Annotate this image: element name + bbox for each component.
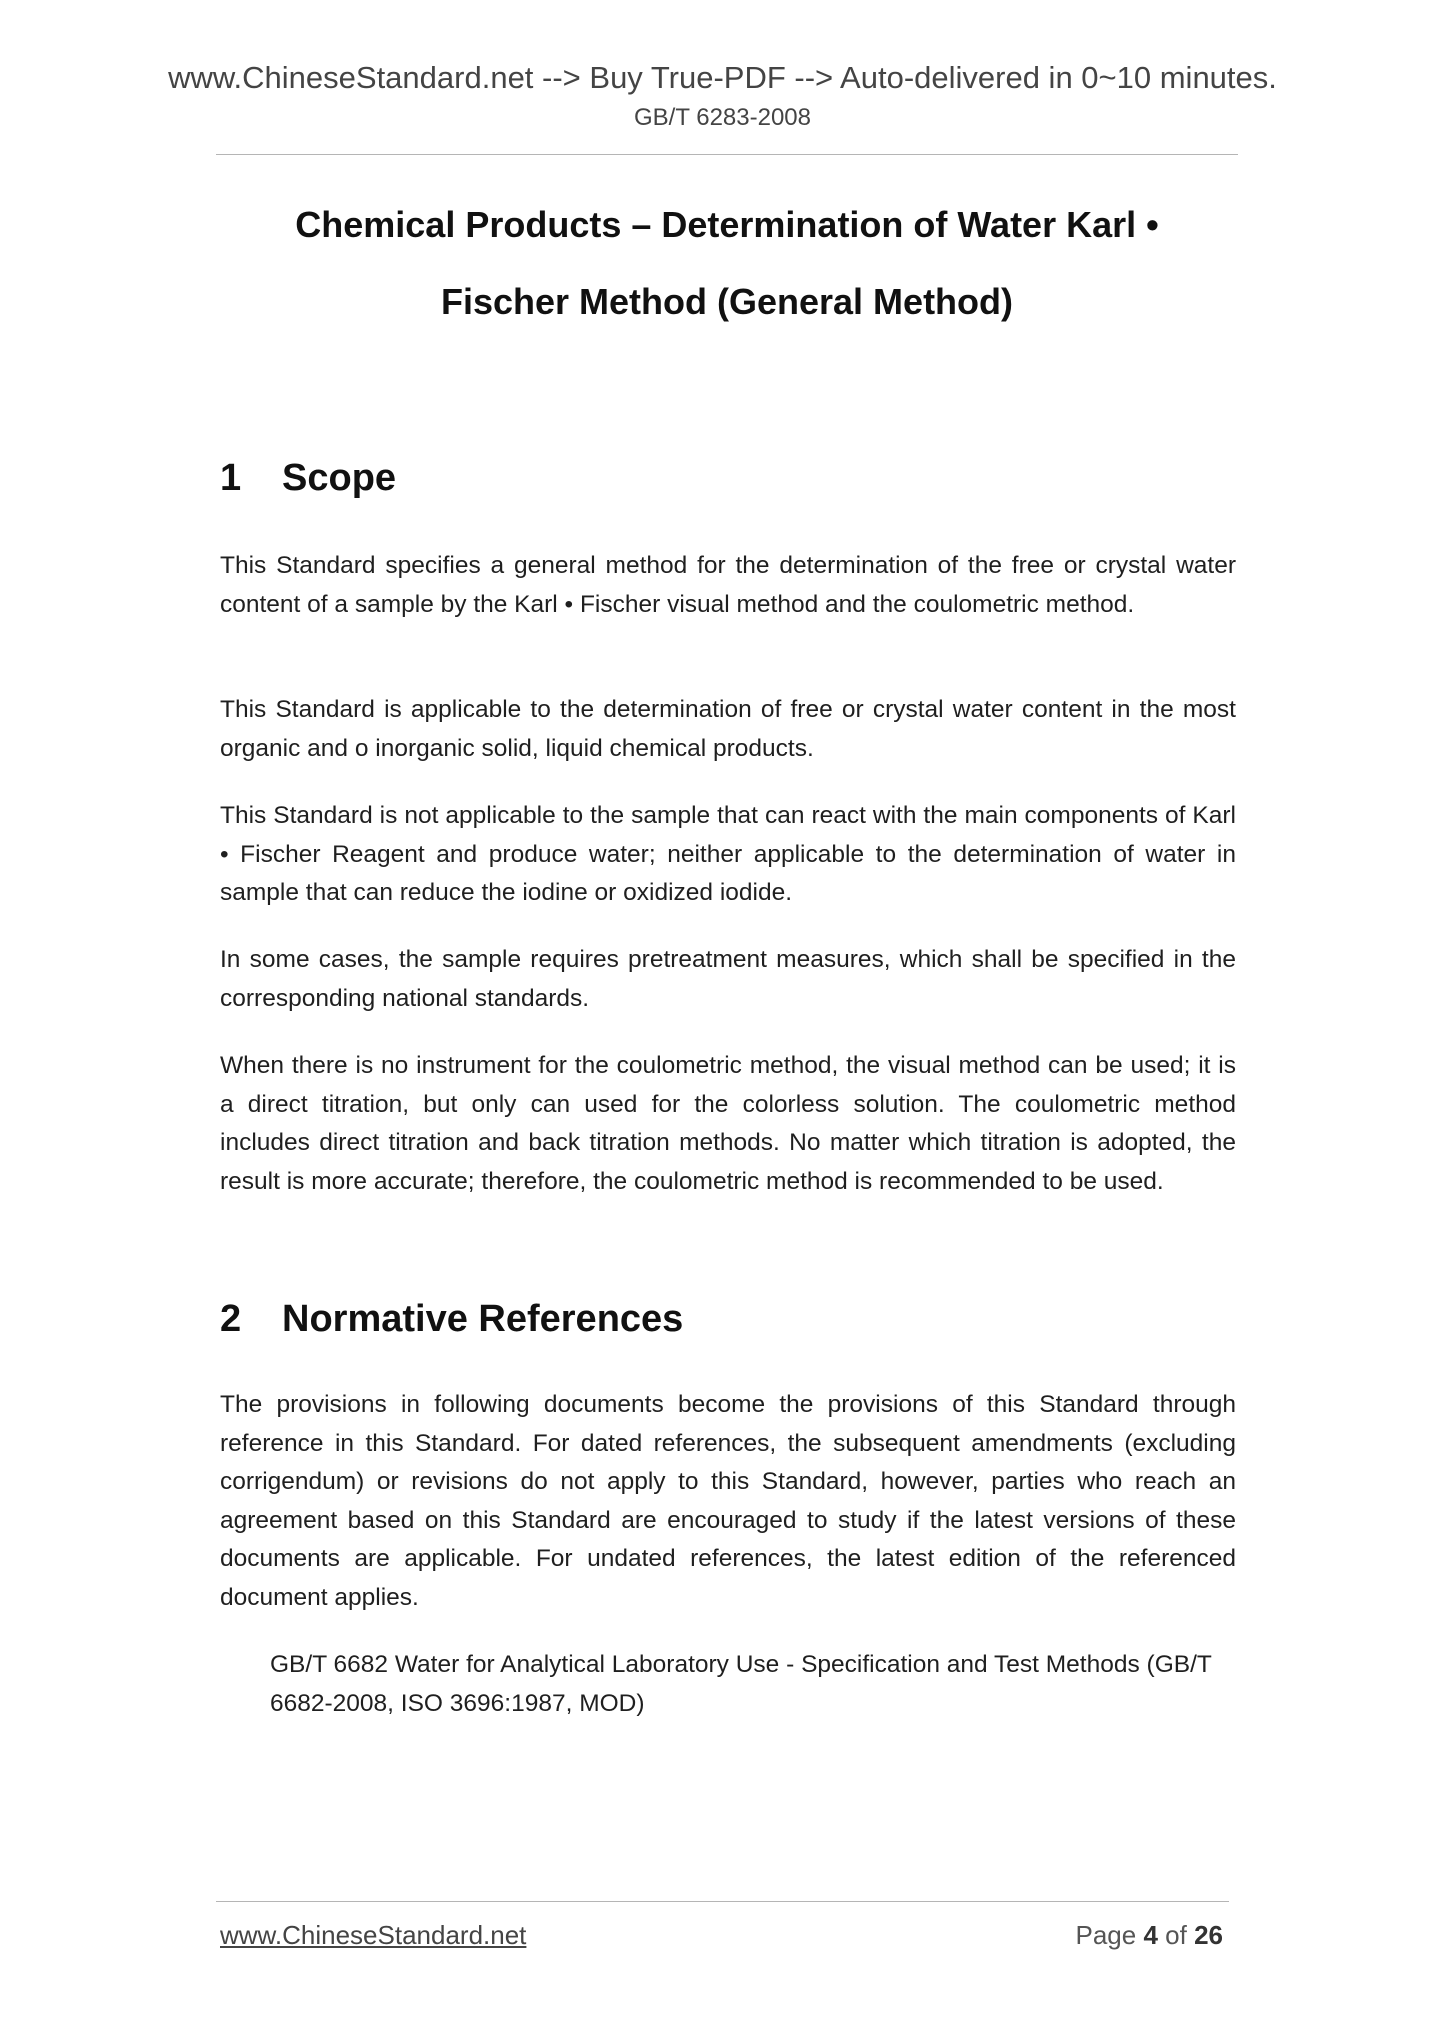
scope-paragraph-4: In some cases, the sample requires pretreatment measures, which shall be specified in the corresponding national standards.: [220, 946, 1236, 1012]
title-line-1: Chemical Products – Determination of Water Karl •: [295, 204, 1159, 245]
page-label: Page: [1075, 1920, 1137, 1950]
document-title: [216, 186, 1238, 340]
page-current: 4: [1143, 1920, 1158, 1950]
scope-paragraph-2: This Standard is applicable to the determination of free or crystal water content in the most organic and o inorganic solid, liquid chemical products.: [220, 696, 1236, 762]
scope-paragraph-1: This Standard specifies a general method for the determination of the free or crystal water content of a sample by the Karl • Fischer visual method and the coulometric method.: [220, 552, 1236, 618]
header-divider: [216, 154, 1238, 155]
scope-paragraph-5: When there is no instrument for the coulometric method, the visual method can be used; it is a direct titration, but only can used for the colorless solution. The coulometric method includes direct titration and back titration methods. No matter which titration is adopted, the result is more accurate; therefore, the coulometric method is recommended to be used.: [220, 1052, 1236, 1195]
section-heading-normative-references: [220, 1297, 683, 1341]
section-title: Normative References: [282, 1298, 684, 1340]
title-line-2: Fischer Method (General Method): [440, 281, 1014, 322]
footer-site-link[interactable]: www.ChineseStandard.net: [220, 1920, 527, 1950]
page-of: of: [1165, 1920, 1187, 1950]
page-number: [1075, 1920, 1223, 1950]
section-number: 2: [220, 1298, 242, 1340]
references-paragraph-1: The provisions in following documents become the provisions of this Standard through reference in this Standard. For dated references, the subsequent amendments (excluding corrigendum) or revisions do not apply to this Standard, however, parties who reach an agreement based on this Standard are encouraged to study if the latest versions of these documents are applicable. For undated references, the latest edition of the referenced document applies.: [220, 1391, 1236, 1611]
section-number: 1: [220, 457, 242, 499]
standard-code: GB/T 6283-2008: [633, 104, 811, 131]
page-total: 26: [1194, 1920, 1223, 1950]
footer-divider: [216, 1901, 1229, 1902]
header-banner: www.ChineseStandard.net --> Buy True-PDF --> Auto-delivered in 0~10 minutes.: [168, 60, 1277, 95]
reference-item: GB/T 6682 Water for Analytical Laboratory Use - Specification and Test Methods (GB/T 6682-2008, ISO 3696:1987, MOD): [270, 1651, 1212, 1717]
scope-paragraph-3: This Standard is not applicable to the sample that can react with the main components of Karl • Fischer Reagent and produce water; neither applicable to the determination of water in sample that can reduce the iodine or oxidized iodide.: [220, 802, 1236, 906]
section-title: Scope: [282, 457, 397, 499]
section-heading-scope: [220, 456, 396, 500]
